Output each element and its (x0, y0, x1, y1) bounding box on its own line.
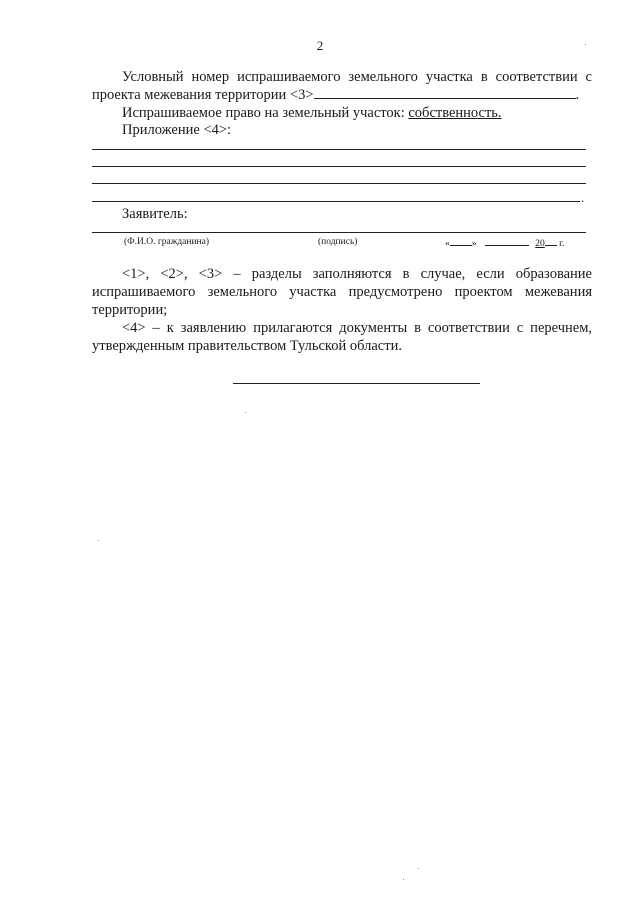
attachment-line-2[interactable] (92, 166, 586, 167)
note-1-line-2: испрашиваемого земельного участка предусмотрено проектом межевания (92, 284, 592, 300)
page-number: 2 (316, 38, 324, 53)
scan-speck (418, 868, 419, 869)
scan-speck (245, 412, 246, 413)
caption-signature: (подпись) (318, 237, 358, 247)
applicant-signature-line[interactable] (92, 232, 586, 233)
scan-speck (403, 879, 404, 880)
requested-right-value: собственность. (408, 105, 502, 121)
attachment-end-mark: . (581, 190, 585, 205)
cadastral-number-line2 (92, 86, 592, 104)
date-year-prefix: 20 (535, 239, 545, 249)
cadastral-number-label-line1: Условный номер испрашиваемого земельного участка в соответствии с (122, 69, 592, 85)
cadastral-number-field[interactable] (314, 98, 576, 99)
attachment-line-4[interactable] (92, 201, 580, 202)
applicant-label: Заявитель: (122, 206, 188, 222)
attachment-line-1[interactable] (92, 149, 586, 150)
requested-right-line (92, 104, 592, 122)
caption-full-name: (Ф.И.О. гражданина) (124, 237, 209, 247)
date-open-quote: « (445, 239, 450, 249)
note-2-line-2: утвержденным правительством Тульской области. (92, 338, 402, 354)
date-field (445, 236, 564, 249)
date-day-field[interactable] (450, 236, 472, 246)
scan-speck (98, 540, 99, 541)
scan-speck (585, 44, 586, 45)
requested-right-label: Испрашиваемое право на земельный участок: (122, 105, 405, 121)
note-1-line-1: <1>, <2>, <3> – разделы заполняются в случае, если образование (122, 266, 592, 282)
date-close-quote: » (471, 239, 477, 249)
note-1-line-3: территории; (92, 302, 168, 318)
attachment-label: Приложение <4>: (122, 122, 232, 138)
cadastral-number-label-line2: проекта межевания территории <3> (92, 87, 314, 103)
date-year-field[interactable] (545, 236, 557, 246)
date-month-field[interactable] (485, 236, 529, 246)
date-year-suffix: г. (559, 239, 565, 249)
closing-separator (233, 383, 480, 384)
note-2-line-1: <4> – к заявлению прилагаются документы в соответствии с перечнем, (122, 320, 592, 336)
cadastral-end-mark: . (575, 87, 580, 103)
attachment-line-3[interactable] (92, 183, 586, 184)
